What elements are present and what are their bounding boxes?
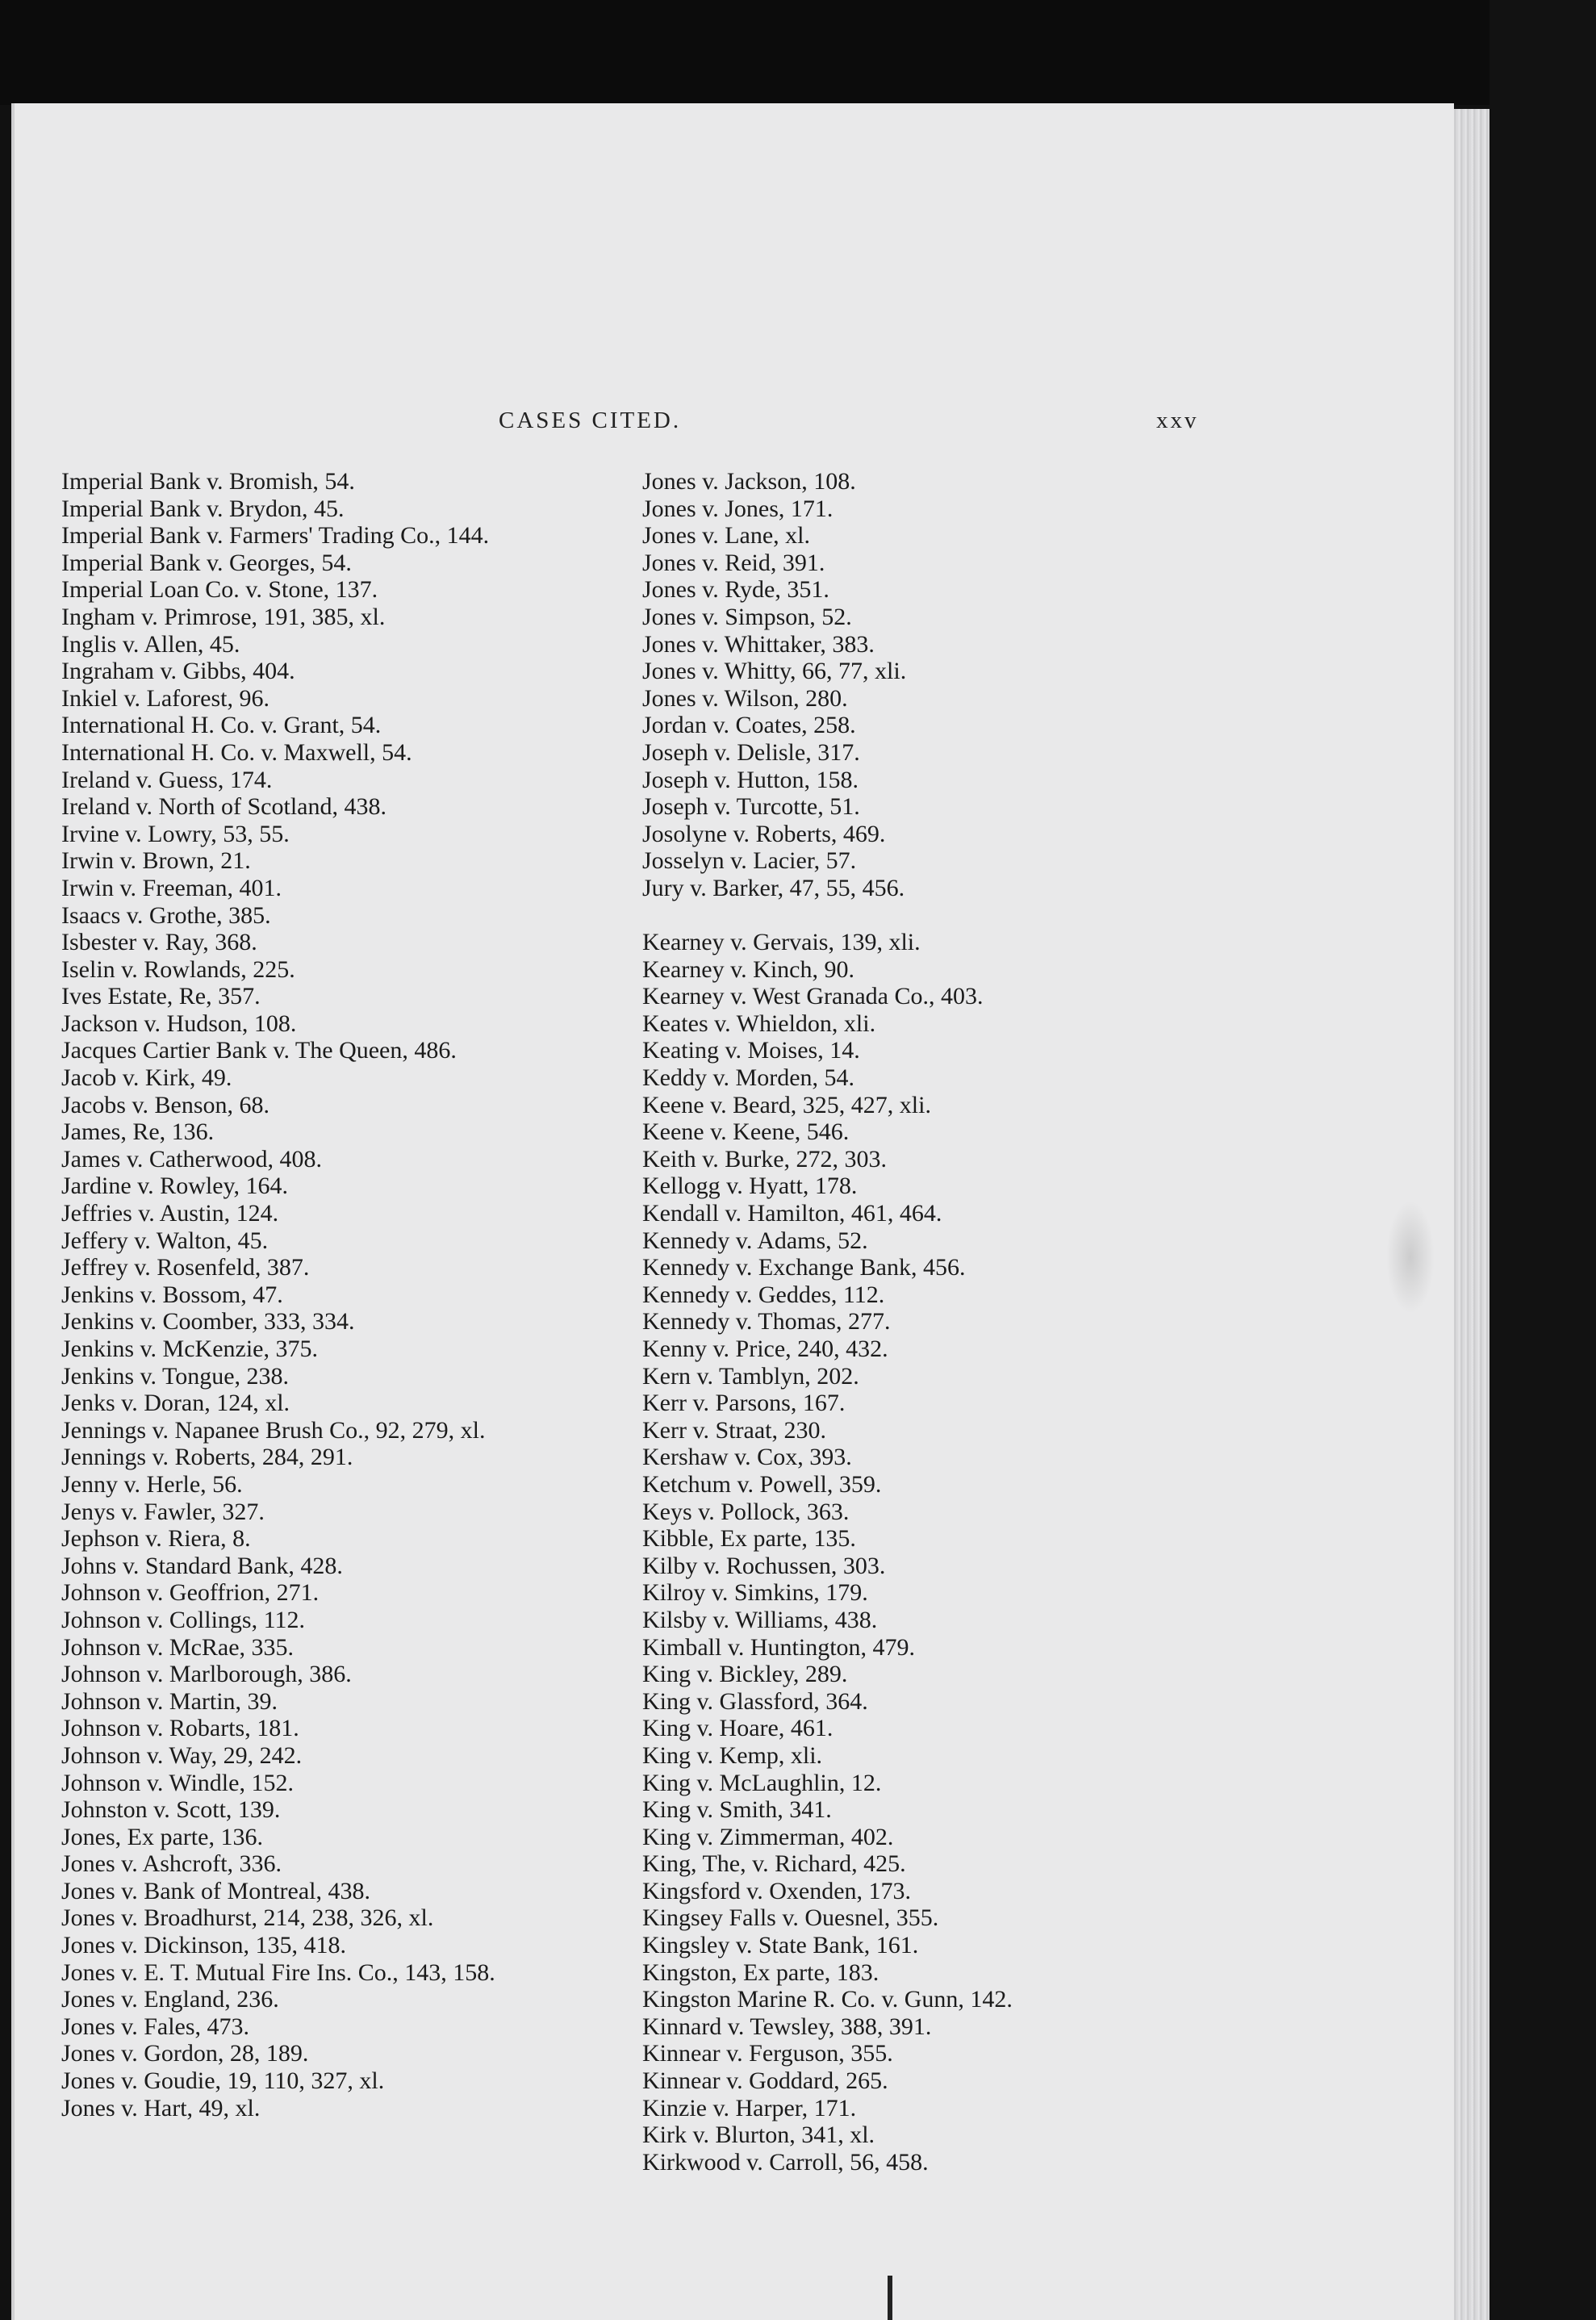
citation-entry: Kenny v. Price, 240, 432. <box>642 1336 888 1362</box>
citation-entry: Kirk v. Blurton, 341, xl. <box>642 2121 875 2149</box>
citation-entry: King v. Hoare, 461. <box>642 1715 834 1742</box>
citation-entry: King v. Bickley, 289. <box>642 1661 848 1688</box>
citation-entry: International H. Co. v. Grant, 54. <box>61 712 382 739</box>
citation-entry: Jones v. Fales, 473. <box>61 2013 250 2040</box>
citation-entry: Inkiel v. Laforest, 96. <box>61 684 269 712</box>
citation-entry: Kingsley v. State Bank, 161. <box>642 1932 919 1959</box>
citation-entry: Kennedy v. Geddes, 112. <box>642 1281 885 1308</box>
citation-entry: Inglis v. Allen, 45. <box>61 630 240 658</box>
citation-entry: Imperial Bank v. Farmers' Trading Co., 144. <box>61 522 490 550</box>
citation-entry: Jones v. Jones, 171. <box>642 495 834 522</box>
citation-entry: Isaacs v. Grothe, 385. <box>61 901 271 929</box>
citation-entry: Kendall v. Hamilton, 461, 464. <box>642 1200 942 1227</box>
citation-entry: Johnson v. Marlborough, 386. <box>61 1661 352 1688</box>
citation-entry: Keene v. Keene, 546. <box>642 1118 850 1146</box>
citation-entry: Jardine v. Rowley, 164. <box>61 1173 289 1200</box>
citation-entry: Jacobs v. Benson, 68. <box>61 1091 270 1118</box>
citation-entry: Ingraham v. Gibbs, 404. <box>61 658 295 685</box>
citation-entry: Jones v. Ryde, 351. <box>642 576 829 604</box>
citation-entry: Jones v. Simpson, 52. <box>642 603 852 630</box>
citation-entry: International H. Co. v. Maxwell, 54. <box>61 738 412 766</box>
citation-entry: Imperial Loan Co. v. Stone, 137. <box>61 576 378 604</box>
citation-entry: Kerr v. Parsons, 167. <box>642 1390 846 1417</box>
citation-entry: Joseph v. Delisle, 317. <box>642 738 860 766</box>
running-title: CASES CITED. <box>499 408 682 433</box>
citation-entry: Kilby v. Rochussen, 303. <box>642 1552 886 1579</box>
citation-entry: King v. Kemp, xli. <box>642 1741 823 1769</box>
citation-entry: Jennings v. Napanee Brush Co., 92, 279, xl. <box>61 1416 486 1444</box>
citation-entry: Kirkwood v. Carroll, 56, 458. <box>642 2148 929 2176</box>
citation-entry: Imperial Bank v. Georges, 54. <box>61 549 352 576</box>
citation-entry: Josselyn v. Lacier, 57. <box>642 847 857 875</box>
citation-entry: Imperial Bank v. Bromish, 54. <box>61 468 355 495</box>
citation-entry: Kinzie v. Harper, 171. <box>642 2094 857 2121</box>
citation-entry: Jephson v. Riera, 8. <box>61 1525 251 1553</box>
document-page <box>11 103 1454 2320</box>
citation-entry: Johnson v. Martin, 39. <box>61 1687 278 1715</box>
citation-entry: Kinnear v. Ferguson, 355. <box>642 2040 893 2067</box>
citation-entry: King v. Glassford, 364. <box>642 1687 868 1715</box>
citation-entry: Jury v. Barker, 47, 55, 456. <box>642 874 905 901</box>
citation-entry: Jordan v. Coates, 258. <box>642 712 856 739</box>
citation-entry: Jones v. Reid, 391. <box>642 549 825 576</box>
citation-entry: Jones, Ex parte, 136. <box>61 1823 263 1850</box>
citation-entry: Jones v. Gordon, 28, 189. <box>61 2040 309 2067</box>
citation-entry: Jenny v. Herle, 56. <box>61 1470 243 1498</box>
citation-entry: Johnston v. Scott, 139. <box>61 1796 281 1824</box>
citation-entry: King, The, v. Richard, 425. <box>642 1850 906 1878</box>
citation-entry: Jones v. Hart, 49, xl. <box>61 2094 261 2121</box>
page-edge <box>1451 109 1489 2320</box>
citation-entry: Irwin v. Freeman, 401. <box>61 874 282 901</box>
citation-entry: Keating v. Moises, 14. <box>642 1037 860 1064</box>
citation-entry: Kearney v. Kinch, 90. <box>642 955 854 983</box>
citation-entry: Jones v. Whittaker, 383. <box>642 630 875 658</box>
left-column-citations <box>61 468 646 2121</box>
citation-entry: Kern v. Tamblyn, 202. <box>642 1362 859 1390</box>
citation-entry: Jeffries v. Austin, 124. <box>61 1200 279 1227</box>
citation-entry: Josolyne v. Roberts, 469. <box>642 820 886 847</box>
citation-entry: Johnson v. Windle, 152. <box>61 1769 294 1796</box>
citation-entry: Johnson v. Robarts, 181. <box>61 1715 299 1742</box>
citation-entry: Ingham v. Primrose, 191, 385, xl. <box>61 603 386 630</box>
citation-entry: Jones v. Dickinson, 135, 418. <box>61 1932 347 1959</box>
citation-entry: Ives Estate, Re, 357. <box>61 983 261 1010</box>
citation-entry: Ireland v. Guess, 174. <box>61 766 273 793</box>
scan-background-right <box>1489 0 1596 2320</box>
citation-entry: James, Re, 136. <box>61 1118 215 1146</box>
citation-entry: Jones v. Ashcroft, 336. <box>61 1850 282 1878</box>
citation-entry: Jones v. Whitty, 66, 77, xli. <box>642 658 907 685</box>
citation-entry: Jenkins v. McKenzie, 375. <box>61 1336 318 1362</box>
citation-entry: Jenks v. Doran, 124, xl. <box>61 1390 290 1417</box>
citation-entry: Kibble, Ex parte, 135. <box>642 1525 856 1553</box>
citation-entry: Kingsford v. Oxenden, 173. <box>642 1877 912 1904</box>
citation-entry: Joseph v. Hutton, 158. <box>642 766 859 793</box>
citation-entry: Kennedy v. Exchange Bank, 456. <box>642 1254 966 1281</box>
citation-entry: Jennings v. Roberts, 284, 291. <box>61 1444 353 1471</box>
citation-entry: Jenkins v. Tongue, 238. <box>61 1362 290 1390</box>
citation-entry: Irvine v. Lowry, 53, 55. <box>61 820 290 847</box>
scan-background-top <box>0 0 1596 105</box>
citation-entry: Kinnard v. Tewsley, 388, 391. <box>642 2013 932 2040</box>
citation-entry: Kearney v. West Granada Co., 403. <box>642 983 984 1010</box>
citation-entry: James v. Catherwood, 408. <box>61 1145 322 1173</box>
citation-entry: Keith v. Burke, 272, 303. <box>642 1145 888 1173</box>
citation-entry: Johnson v. Collings, 112. <box>61 1606 305 1633</box>
citation-entry: Keene v. Beard, 325, 427, xli. <box>642 1091 931 1118</box>
citation-entry: Jones v. E. T. Mutual Fire Ins. Co., 143, 158. <box>61 1958 495 1986</box>
citation-entry: Kingston, Ex parte, 183. <box>642 1958 879 1986</box>
citation-entry: Kimball v. Huntington, 479. <box>642 1633 916 1661</box>
citation-entry: Isbester v. Ray, 368. <box>61 929 257 956</box>
citation-entry: Jones v. Lane, xl. <box>642 522 811 550</box>
citation-entry: Kershaw v. Cox, 393. <box>642 1444 852 1471</box>
citation-entry: Ketchum v. Powell, 359. <box>642 1470 882 1498</box>
citation-entry: Kearney v. Gervais, 139, xli. <box>642 929 921 956</box>
citation-entry: Kilroy v. Simkins, 179. <box>642 1579 868 1607</box>
page-number: xxv <box>1156 408 1199 433</box>
citation-entry: Keddy v. Morden, 54. <box>642 1064 855 1092</box>
citation-entry: Johns v. Standard Bank, 428. <box>61 1552 343 1579</box>
scan-artifact <box>888 2276 892 2320</box>
citation-entry: Jones v. Goudie, 19, 110, 327, xl. <box>61 2067 385 2095</box>
citation-entry: Kerr v. Straat, 230. <box>642 1416 826 1444</box>
citation-entry: Jones v. Bank of Montreal, 438. <box>61 1877 370 1904</box>
running-header <box>15 408 1454 440</box>
citation-entry: Johnson v. Way, 29, 242. <box>61 1741 303 1769</box>
citation-entry: Jenys v. Fawler, 327. <box>61 1498 265 1525</box>
citation-entry: Keys v. Pollock, 363. <box>642 1498 850 1525</box>
citation-entry: Kilsby v. Williams, 438. <box>642 1606 878 1633</box>
citation-entry: Jones v. Jackson, 108. <box>642 468 856 495</box>
citation-entry: Joseph v. Turcotte, 51. <box>642 793 860 821</box>
citation-entry: Kennedy v. Thomas, 277. <box>642 1308 891 1336</box>
citation-entry: Jacob v. Kirk, 49. <box>61 1064 232 1092</box>
section-gap <box>642 902 1223 930</box>
right-column-citations <box>642 468 1223 2176</box>
citation-entry: Jones v. England, 236. <box>61 1986 279 2013</box>
citation-entry: Jones v. Wilson, 280. <box>642 684 848 712</box>
citation-entry: Kingston Marine R. Co. v. Gunn, 142. <box>642 1986 1013 2013</box>
citation-entry: Jenkins v. Coomber, 333, 334. <box>61 1308 355 1336</box>
citation-entry: Johnson v. Geoffrion, 271. <box>61 1579 320 1607</box>
citation-entry: Jones v. Broadhurst, 214, 238, 326, xl. <box>61 1904 434 1932</box>
citation-entry: Irwin v. Brown, 21. <box>61 847 251 875</box>
citation-entry: Jeffrey v. Rosenfeld, 387. <box>61 1254 310 1281</box>
citation-entry: Jeffery v. Walton, 45. <box>61 1227 269 1254</box>
citation-entry: Kennedy v. Adams, 52. <box>642 1227 868 1254</box>
citation-entry: Kinnear v. Goddard, 265. <box>642 2067 888 2095</box>
citation-entry: Ireland v. North of Scotland, 438. <box>61 793 386 821</box>
citation-entry: Imperial Bank v. Brydon, 45. <box>61 495 345 522</box>
citation-entry: Johnson v. McRae, 335. <box>61 1633 295 1661</box>
citation-entry: King v. Zimmerman, 402. <box>642 1823 894 1850</box>
citation-entry: Kellogg v. Hyatt, 178. <box>642 1173 858 1200</box>
citation-entry: Keates v. Whieldon, xli. <box>642 1010 876 1037</box>
citation-entry: Jenkins v. Bossom, 47. <box>61 1281 283 1308</box>
scan-smudge <box>1386 1201 1435 1314</box>
citation-entry: Kingsey Falls v. Ouesnel, 355. <box>642 1904 939 1932</box>
citation-entry: King v. McLaughlin, 12. <box>642 1769 882 1796</box>
citation-entry: Iselin v. Rowlands, 225. <box>61 955 295 983</box>
citation-entry: Jackson v. Hudson, 108. <box>61 1010 297 1037</box>
citation-entry: Jacques Cartier Bank v. The Queen, 486. <box>61 1037 457 1064</box>
citation-entry: King v. Smith, 341. <box>642 1796 832 1824</box>
